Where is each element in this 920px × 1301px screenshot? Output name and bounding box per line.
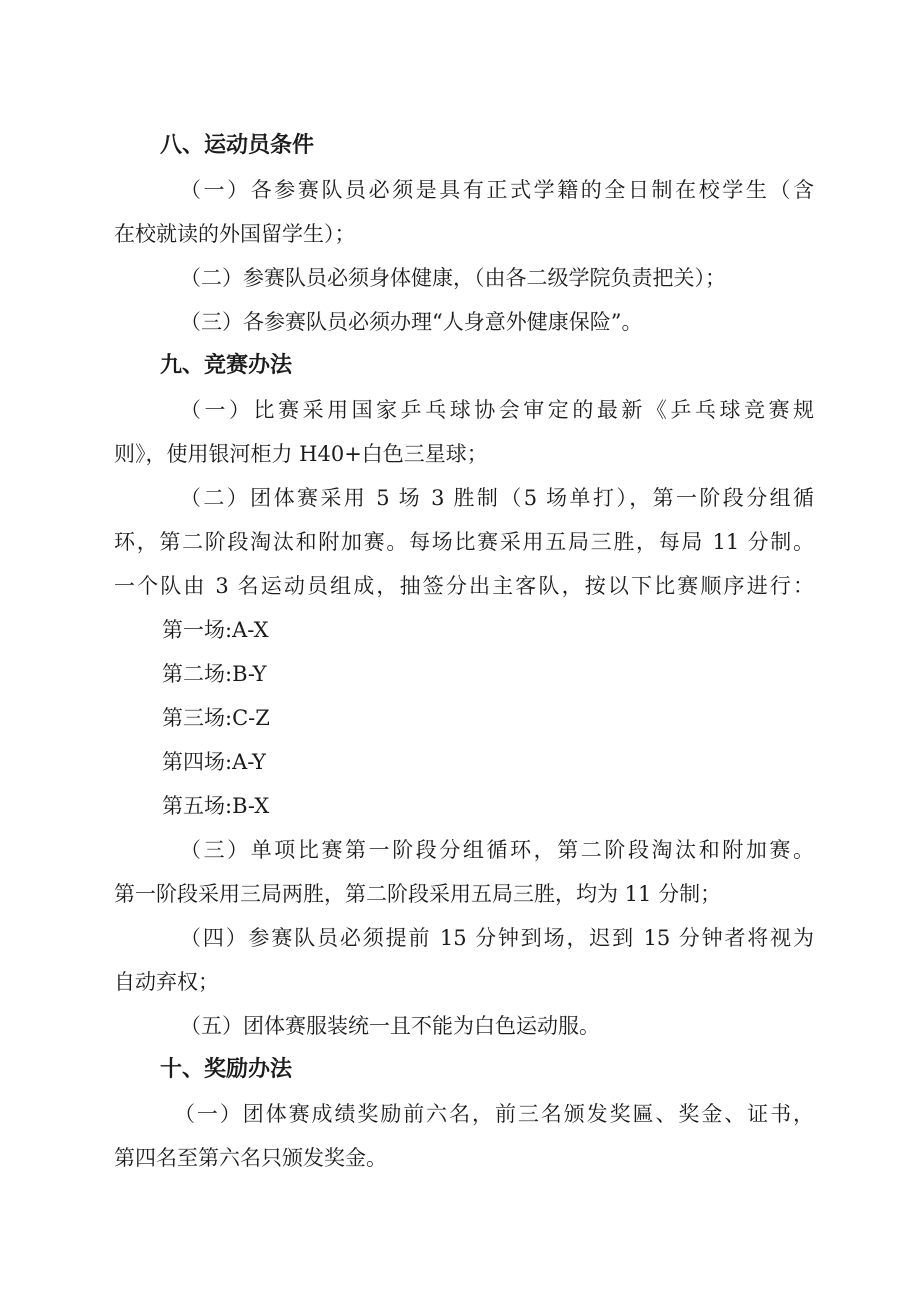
section-8-item-2: （二）参赛队员必须身体健康，（由各二级学院负责把关）； [180, 266, 726, 290]
section-9-item-2-line-1: （二）团体赛采用 5 场 3 胜制（5 场单打），第一阶段分组循 [180, 486, 814, 510]
section-9-item-3-line-1: （三）单项比赛第一阶段分组循环，第二阶段淘汰和附加赛。 [180, 838, 814, 862]
match-order-4: 第四场:A-Y [162, 750, 266, 774]
section-8-item-3: （三）各参赛队员必须办理“人身意外健康保险”。 [180, 310, 643, 334]
section-9-item-4-line-1: （四）参赛队员必须提前 15 分钟到场，迟到 15 分钟者将视为 [180, 926, 814, 950]
section-9-item-1-line-2: 则》，使用银河柜力 H40+白色三星球； [114, 442, 488, 466]
section-9-item-3-line-2: 第一阶段采用三局两胜，第二阶段采用五局三胜，均为 11 分制； [114, 882, 722, 906]
match-order-2: 第二场:B-Y [162, 662, 267, 686]
section-8-heading: 八、运动员条件 [160, 133, 315, 158]
section-9-heading: 九、竞赛办法 [160, 353, 293, 378]
section-9-item-4-line-2: 自动弃权； [114, 970, 219, 994]
document-body [114, 124, 814, 1180]
section-10-heading: 十、奖励办法 [160, 1057, 293, 1082]
section-9-item-1-line-1: （一）比赛采用国家乒乓球协会审定的最新《乒乓球竞赛规 [180, 398, 814, 422]
section-9-item-2-line-3: 一个队由 3 名运动员组成，抽签分出主客队，按以下比赛顺序进行： [114, 574, 814, 598]
section-10-item-1-line-1: （一）团体赛成绩奖励前六名，前三名颁发奖匾、奖金、证书， [174, 1102, 814, 1126]
section-9-item-5: （五）团体赛服装统一且不能为白色运动服。 [180, 1014, 600, 1038]
match-order-1: 第一场:A-X [162, 618, 269, 642]
section-8-item-1-line-1: （一）各参赛队员必须是具有正式学籍的全日制在校学生（含 [180, 178, 814, 202]
match-order-3: 第三场:C-Z [162, 706, 270, 730]
section-8-item-1-line-2: 在校就读的外国留学生）； [114, 222, 356, 246]
section-10-item-1-line-2: 第四名至第六名只颁发奖金。 [114, 1146, 387, 1170]
section-9-item-2-line-2: 环，第二阶段淘汰和附加赛。每场比赛采用五局三胜，每局 11 分制。 [114, 530, 814, 554]
match-order-5: 第五场:B-X [162, 794, 270, 818]
